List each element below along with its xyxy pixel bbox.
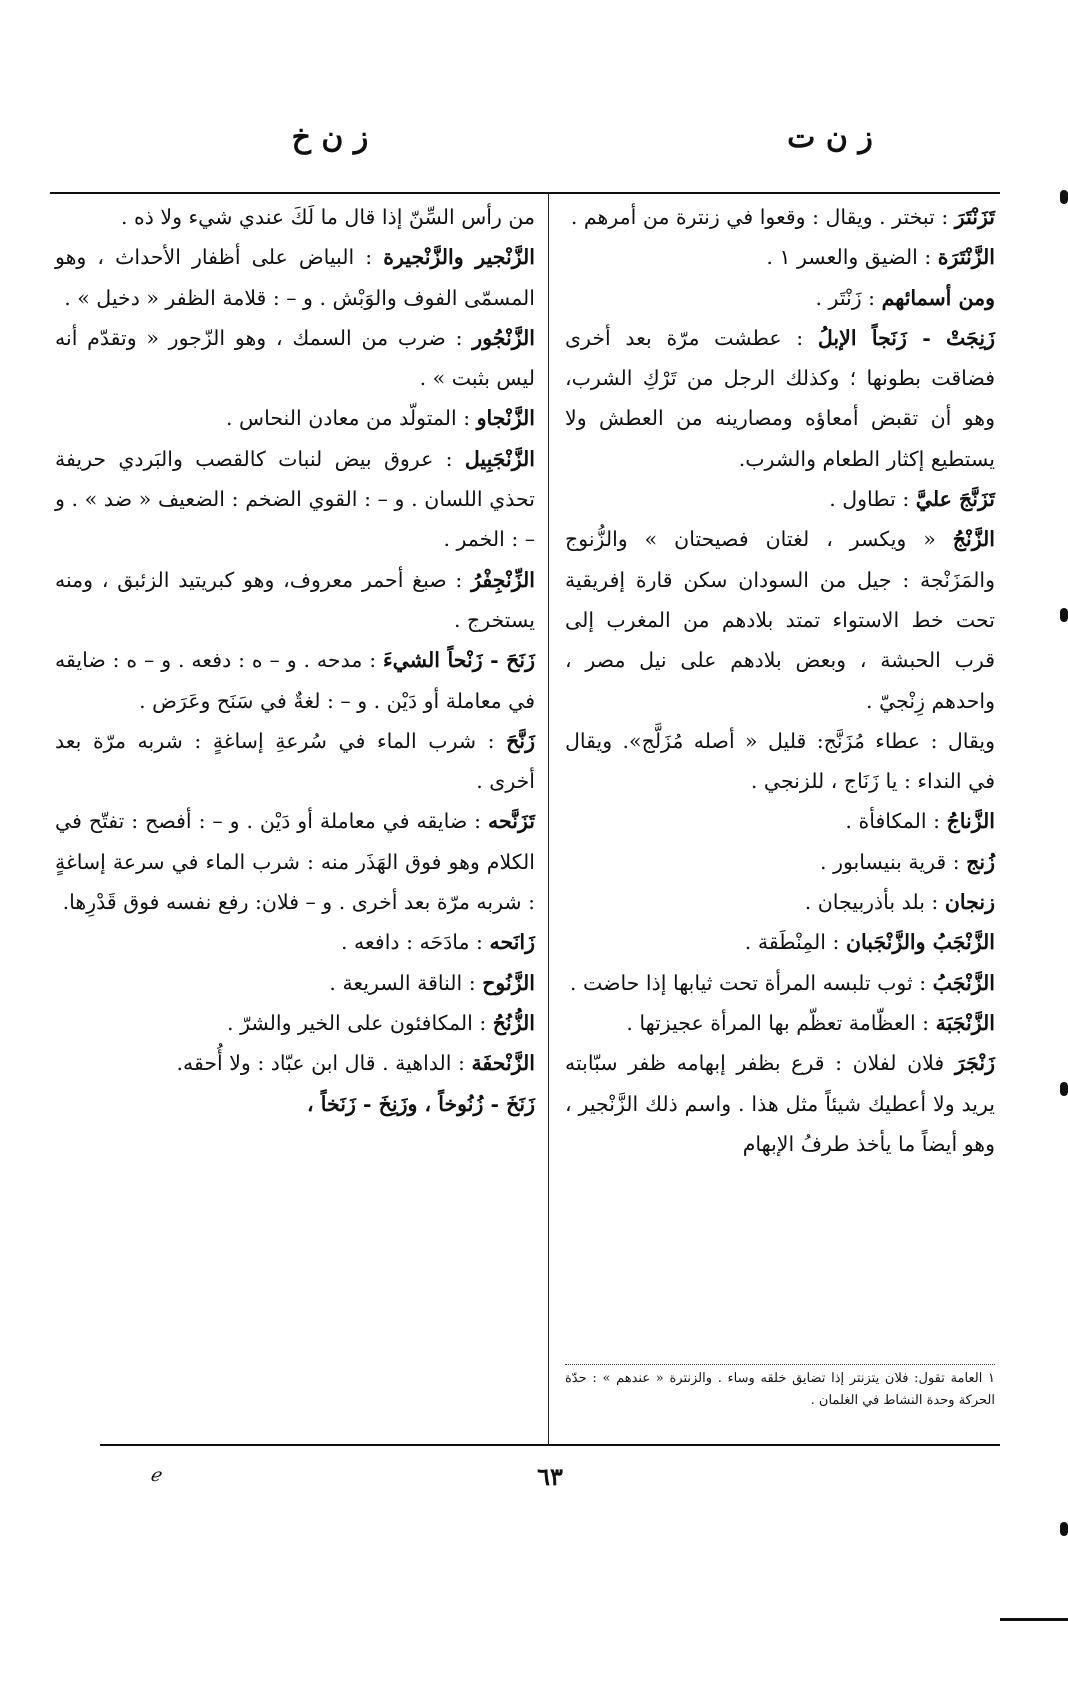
entry-headword: الزَّنْجُ [952,527,995,552]
entry-headword: زَنَحَ - زَنْحاً الشيءَ [383,648,535,673]
entry-headword: الزَّناجُ [946,809,995,834]
entry-headword: زنجان [944,890,995,915]
entry-headword: تَزَنَّحه [488,809,535,834]
column-divider [548,192,549,1444]
dictionary-entry [55,237,535,318]
dictionary-entry [565,842,995,882]
entry-definition: من رأس السِّنّ إذا قال ما لَكَ عندي شيء ولا ذه . [120,205,535,229]
running-head-right: ز ن ت [787,120,873,155]
entry-definition: : المتولّد من معادن النحاس . [226,406,471,431]
entry-headword: الزَّنْجَبِيل [464,446,535,471]
dictionary-entry [55,318,535,399]
entry-definition: ويقال : عطاء مُزَنَّج: قليل « أصله مُزَلَّج». ويقال في النداء : يا زَنَاج ، للزنجي . [565,728,995,794]
dictionary-entry [55,1043,535,1083]
dictionary-entry [55,801,535,922]
entry-headword: الزَّنْجاو [476,406,535,431]
entry-definition: : عروق بيض لنبات كالقصب والبَردي حريفة تحذي اللسان . و – : القوي الضخم : الضعيف « ضد » . و – : الخمر . [55,446,535,552]
top-rule [50,192,1000,194]
entry-headword: الزُّنُحُ [492,1010,535,1035]
right-column [565,197,995,1164]
footnote: ١ العامة تقول: فلان يتزنتر إذا تضايق خلقه وساء . والزنترة « عندهم » : حدّة الحركة وحدة النشاط في الغلمان . [565,1371,995,1408]
edge-rule [1000,1618,1068,1621]
page-number: ٦٣ [537,1462,563,1491]
edge-mark [1060,1082,1068,1096]
running-head-left: ز ن خ [291,120,369,155]
entry-definition: : عطشت مرّة بعد أخرى فضاقت بطونها ؛ وكذلك الرجل من تَرْكِ الشرب، وهو أن تقبض أمعاؤه ومصارينه من العطش ولا يستطيع إكثار الطعام والشرب. [565,325,995,471]
dictionary-entry [55,922,535,962]
entry-definition: : ثوب تلبسه المرأة تحت ثيابها إذا حاضت . [569,970,927,995]
dictionary-entry [565,318,995,479]
entry-definition: : الضيق والعسر ١ . [766,245,932,270]
entry-headword: ومن أسمائهم [881,285,995,310]
entry-headword: الزَّنُوح [482,970,535,995]
dictionary-entry [565,1043,995,1164]
entry-definition: فلان لفلان : قرع بظفر إبهامه ظفر سبّابته يريد ولا أعطيك شيئاً مثل هذا . واسم ذلك الزَّنْجير ، وهو أيضاً ما يأخذ طرفُ الإبهام [565,1051,995,1156]
dictionary-entry [55,439,535,560]
entry-definition: : البياض على أظفار الأحداث ، وهو المسمّى الفوف والوَبْش . و – : قلامة الظفر « دخيل » . [55,245,535,310]
entry-definition: : قرية بنيسابور . [820,849,960,874]
entry-definition: : زَنْتَر . [815,285,876,310]
entry-definition: : بلد بأذربيجان . [804,890,939,915]
left-column [55,197,535,1124]
entry-headword: زَانَحه [489,930,535,955]
entry-definition: : مدحه . و – ه : دفعه . و – ه : ضايقه في معاملة أو دَيْن . و – : لغةٌ في سَنَح وعَرَض . [55,648,535,713]
dictionary-entry [55,963,535,1003]
entry-definition: : تطاول . [829,487,910,512]
dictionary-entry [55,721,535,802]
entry-definition: : شرب الماء في سُرعةِ إساغةٍ : شربه مرّة بعد أخرى . [55,728,535,794]
entry-definition: : الناقة السريعة . [329,970,476,995]
entry-definition: : العظّامة تعظّم بها المرأة عجيزتها . [626,1010,930,1035]
dictionary-entry [565,922,995,962]
edge-mark [1060,1522,1068,1536]
dictionary-entry [565,519,995,720]
entry-headword: الزَّنْتَرَة [937,245,995,270]
dictionary-entry [55,1084,535,1124]
footnote-rule [565,1364,995,1365]
dictionary-entry [55,640,535,721]
entry-headword: زَنَخَ - زُنُوخاً ، وزَنِخَ - زَنَخاً ، [307,1091,535,1116]
entry-definition: : المكافئون على الخير والشرّ . [227,1010,487,1035]
signature-mark: ℯ [150,1465,161,1486]
dictionary-entry [565,1003,995,1043]
entry-definition: : مادَحَه : دافعه . [341,930,483,955]
dictionary-entry [565,882,995,922]
edge-mark [1060,190,1068,204]
entry-headword: الزَّنْجَبُ [932,970,995,995]
entry-definition: : ضرب من السمك ، وهو الزّجور « وتقدّم أنه ليس بثبت » . [55,325,535,391]
entry-headword: الزَّنْجَبَة [935,1010,995,1035]
entry-headword: زَنَّحَ [506,728,535,753]
dictionary-entry [565,963,995,1003]
dictionary-entry [55,1003,535,1043]
dictionary-entry [55,398,535,438]
bottom-rule [100,1444,1000,1446]
entry-definition: : الداهية . قال ابن عبّاد : ولا أُحقه. [176,1051,465,1076]
dictionary-entry [55,560,535,641]
entry-headword: تَزَنَّجَ عليَّ [915,487,995,512]
dictionary-entry [565,197,995,237]
entry-headword: زَنِجَتْ - زَنَجاً الإبلُ [817,325,995,350]
dictionary-entry [565,237,995,277]
edge-mark [1060,608,1068,622]
entry-headword: الزِّنْجِفْرُ [471,567,535,592]
entry-definition: : المِنْطَقة . [744,930,840,955]
entry-definition: : ضايقه في معاملة أو دَيْن . و – : أفصح : تفتّح في الكلام وهو فوق الهَذَر منه : شرب الماء في سرعة إساغةٍ : شربه مرّة بعد أخرى . و – فلان: رفع نفسه فوق قَدْرِها. [55,809,535,915]
entry-headword: الزَّنْجَبُ والزَّنْجَبان [845,930,995,955]
entry-headword: زَنْجَرَ [954,1051,995,1076]
entry-definition: : المكافأة . [845,809,941,834]
entry-headword: الزَّنْحفَة [471,1051,535,1076]
entry-headword: تَزَنْتَرَ [954,205,995,229]
entry-headword: زُنج [966,849,995,874]
entry-definition: : تبختر . ويقال : وقعوا في زنترة من أمرهم . [570,205,949,229]
dictionary-entry [55,197,535,237]
entry-headword: الزَّنْجير والزَّنْجيرة [383,245,535,270]
entry-definition: : صبغ أحمر معروف، وهو كبريتيد الزئبق ، ومنه يستخرج . [55,567,535,632]
dictionary-entry [565,479,995,519]
entry-definition: « ويكسر ، لغتان فصيحتان » والزُّنوج والمَزَنْجة : جيل من السودان سكن قارة إفريقية تحت خط الاستواء تمتد بلادهم من المغرب إلى قرب الحبشة ، وبعض بلادهم على نيل مصر ، واحدهم زِنْجيّ . [565,527,995,713]
dictionary-entry [565,721,995,802]
dictionary-entry [565,278,995,318]
entry-headword: الزَّنْجُور [472,325,535,350]
dictionary-entry [565,801,995,841]
